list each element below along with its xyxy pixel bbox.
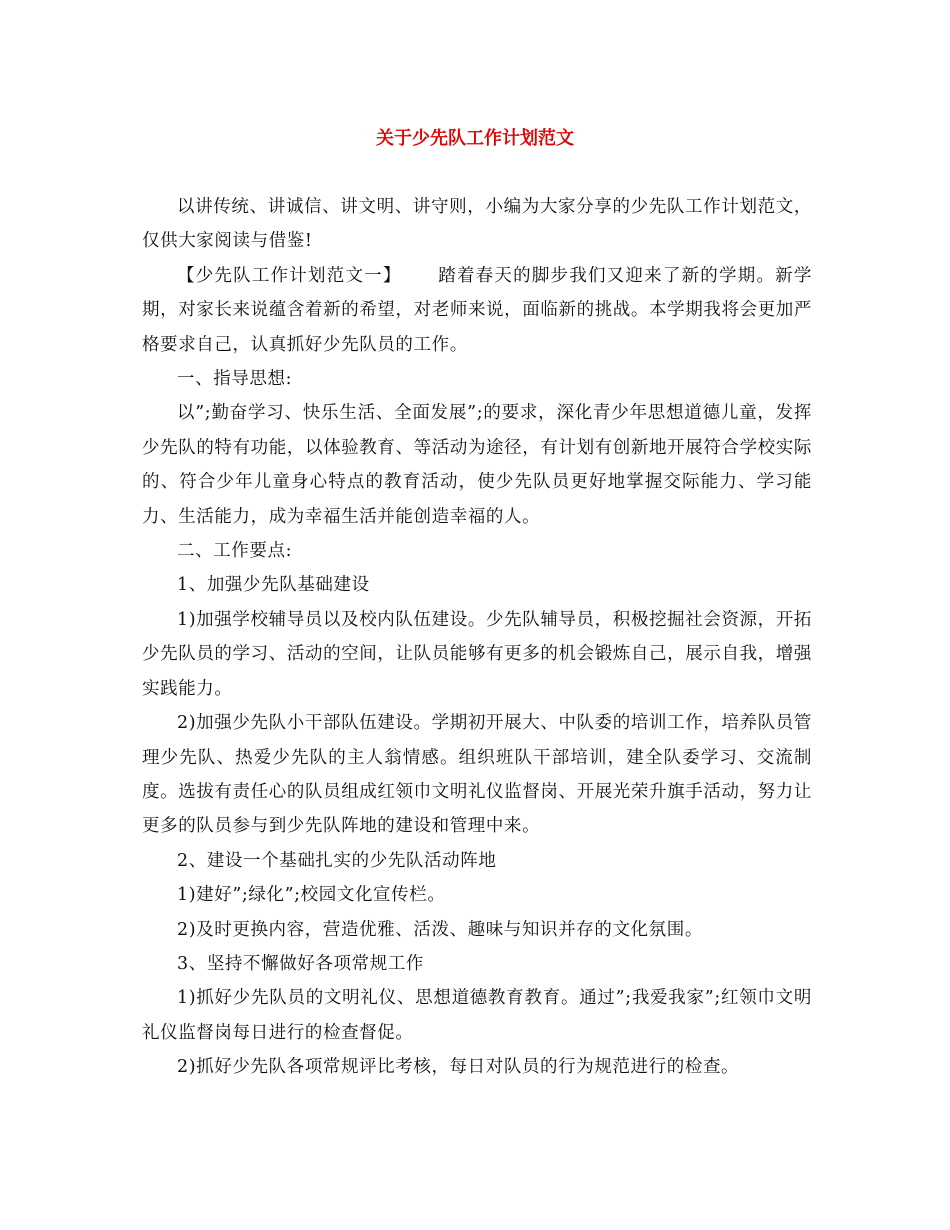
heading-work-points: 二、工作要点:: [177, 541, 293, 562]
section-one-text: 踏着春天的脚步我们又迎来了新的学期。新学期，对家长来说蕴含着新的希望，对老师来说，面临新的挑战。本学期我将会更加严格要求自己，认真抓好少先队员的工作。: [142, 265, 812, 355]
guiding-ideology-paragraph: 以”;勤奋学习、快乐生活、全面发展”;的要求，深化青少年思想道德儿童，发挥少先队的特有功能，以体验教育、等活动为途径，有计划有创新地开展符合学校实际的、符合少年儿童身心特点的教育活动，使少先队员更好地掌握交际能力、学习能力、生活能力，成为幸福生活并能创造幸福的人。: [142, 403, 812, 527]
point-3-heading: 3、坚持不懈做好各项常规工作: [177, 953, 425, 974]
point-3-item-1: 1)抓好少先队员的文明礼仪、思想道德教育教育。通过”;我爱我家”;红领巾文明礼仪监督岗每日进行的检查督促。: [142, 988, 812, 1043]
document-title: 关于少先队工作计划范文: [376, 128, 574, 149]
point-1-item-2: 2)加强少先队小干部队伍建设。学期初开展大、中队委的培训工作，培养队员管理少先队、热爱少先队的主人翁情感。组织班队干部培训，建全队委学习、交流制度。选拔有责任心的队员组成红领巾文明礼仪监督岗、开展光荣升旗手活动，努力让更多的队员参与到少先队阵地的建设和管理中来。: [142, 713, 812, 837]
point-2-heading: 2、建设一个基础扎实的少先队活动阵地: [177, 850, 497, 871]
section-one-paragraph: [142, 259, 812, 362]
heading-guiding-ideology: 一、指导思想:: [177, 369, 293, 390]
point-1-heading: 1、加强少先队基础建设: [177, 575, 370, 596]
document-body: [142, 190, 812, 1085]
section-one-label: 【少先队工作计划范文一】: [177, 265, 402, 286]
intro-paragraph: 以讲传统、讲诚信、讲文明、讲守则，小编为大家分享的少先队工作计划范文，仅供大家阅读与借鉴!: [142, 197, 812, 252]
point-1-item-1: 1)加强学校辅导员以及校内队伍建设。少先队辅导员，积极挖掘社会资源，开拓少先队员的学习、活动的空间，让队员能够有更多的机会锻炼自己，展示自我，增强实践能力。: [142, 609, 812, 699]
point-2-item-1: 1)建好”;绿化”;校园文化宣传栏。: [177, 885, 446, 906]
point-2-item-2: 2)及时更换内容，营造优雅、活泼、趣味与知识并存的文化氛围。: [177, 919, 703, 940]
point-3-item-2: 2)抓好少先队各项常规评比考核，每日对队员的行为规范进行的检查。: [177, 1057, 740, 1078]
